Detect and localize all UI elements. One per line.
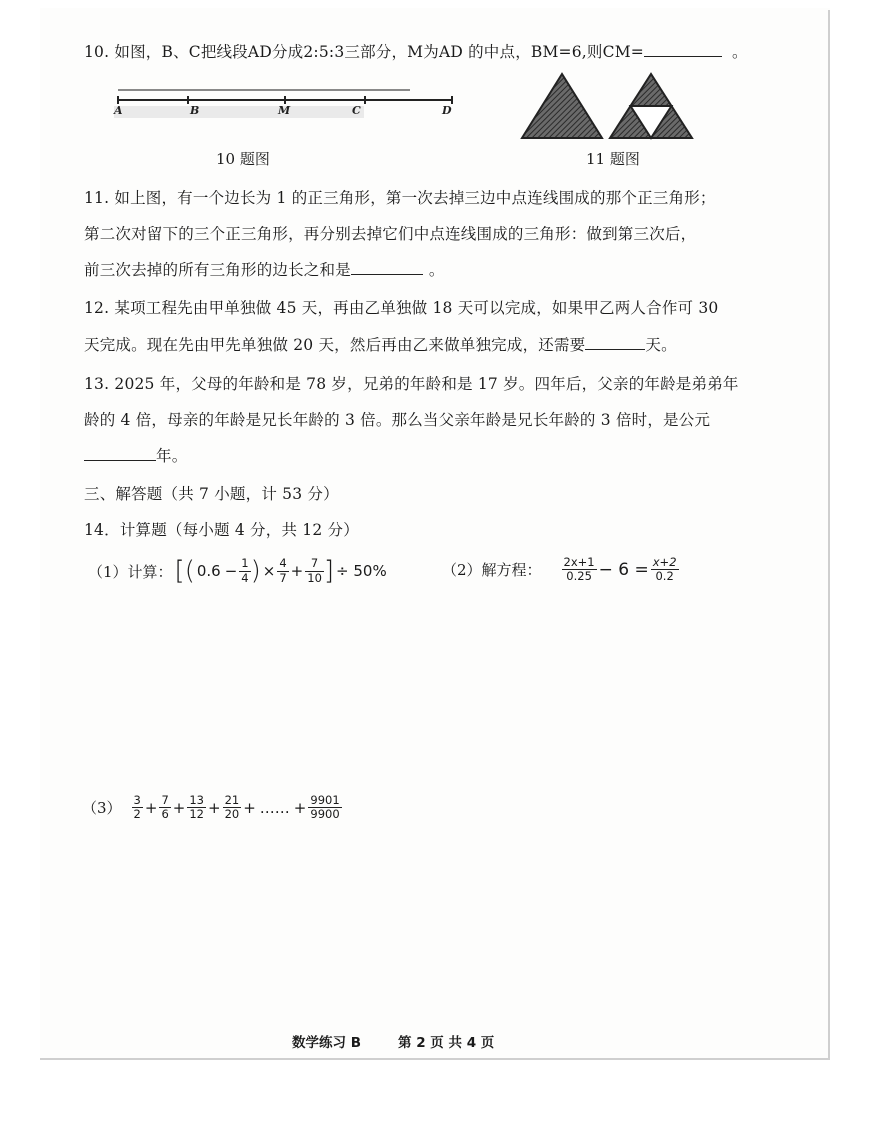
bracket-close: ] — [323, 556, 335, 586]
question-12-line1: 12. 某项工程先由甲单独做 45 天，再由乙单独做 18 天可以完成，如果甲乙两人合作可 30 — [84, 299, 719, 317]
label-c: C — [352, 104, 361, 117]
figure-11-caption: 11 题图 — [586, 150, 640, 168]
question-12-line2 — [84, 333, 677, 355]
section-3-heading: 三、解答题（共 7 小题，计 53 分） — [84, 485, 339, 503]
figure-10-segment — [110, 76, 460, 124]
footer-subject: 数学练习 B — [292, 1035, 361, 1051]
fraction: $\frac{4}{7}$ — [279, 556, 287, 585]
question-13-end: 年。 — [156, 447, 188, 465]
question-10-end: 。 — [731, 43, 748, 61]
question-11-line3 — [84, 258, 445, 280]
question-11-text: 前三次去掉的所有三角形的边长之和是 — [84, 261, 351, 279]
question-12-text: 天完成。现在先由甲先单独做 20 天，然后再由乙来做单独完成，还需要 — [84, 336, 586, 354]
plus-sign: + — [144, 798, 158, 817]
label-b: B — [190, 104, 200, 117]
label-m: M — [278, 104, 291, 117]
question-13-line1: 13. 2025 年，父母的年龄和是 78 岁，兄弟的年龄和是 17 岁。四年后，父亲的年龄是弟弟年 — [84, 375, 739, 393]
plus-sign: + — [293, 798, 307, 817]
problem-14-2 — [440, 556, 679, 583]
problem-14-3-label: （3） — [82, 799, 122, 818]
times-sign: × — [262, 562, 276, 580]
fraction: $\frac{7}{6}$ — [161, 793, 169, 822]
problem-14-1-label: （1）计算： — [88, 562, 173, 581]
question-11-line2: 第二次对留下的三个正三角形，再分别去掉它们中点连线围成的三角形：做到第三次后， — [84, 225, 697, 243]
page-edge — [828, 10, 830, 1060]
question-11-end: 。 — [428, 261, 445, 279]
question-13-line2: 龄的 4 倍，母亲的年龄是兄长年龄的 3 倍。那么当父亲年龄是兄长年龄的 3 倍时，是公元 — [84, 411, 711, 429]
fraction: $\frac{21}{20}$ — [224, 793, 240, 822]
fraction: $\frac{1}{4}$ — [241, 556, 249, 585]
question-12-end: 天。 — [645, 336, 677, 354]
question-10 — [84, 40, 748, 62]
equation-middle: − 6 = — [598, 559, 649, 580]
page-edge — [40, 1058, 830, 1060]
label-a: A — [114, 104, 123, 117]
fraction: $\frac{7}{10}$ — [307, 556, 322, 585]
paren-close: ) — [250, 556, 261, 586]
fraction: $\frac{2x+1}{0.25}$ — [563, 555, 595, 584]
fraction: $\frac{x+2}{0.2}$ — [652, 555, 677, 584]
answer-blank[interactable] — [84, 446, 156, 461]
label-d: D — [442, 104, 452, 117]
figure-10-caption: 10 题图 — [216, 150, 270, 168]
ellipsis: …… — [259, 798, 290, 817]
answer-blank[interactable] — [585, 335, 645, 350]
figure-11-triangles — [518, 72, 698, 142]
decimal-value: 0.6 — [196, 562, 221, 580]
problem-14-2-label: （2）解方程： — [442, 561, 542, 580]
answer-blank[interactable] — [644, 42, 722, 57]
fraction: $\frac{3}{2}$ — [133, 793, 141, 822]
fraction: $\frac{9901}{9900}$ — [310, 793, 340, 822]
answer-blank[interactable] — [351, 260, 423, 275]
question-10-text: 10. 如图，B、C把线段AD分成2:5:3三部分，M为AD 的中点，BM=6,则CM= — [84, 43, 644, 61]
minus-sign: − — [224, 562, 238, 580]
plus-sign: + — [172, 798, 186, 817]
question-14-title: 14．计算题（每小题 4 分，共 12 分） — [84, 521, 359, 539]
plus-sign: + — [290, 562, 304, 580]
question-11-line1: 11. 如上图，有一个边长为 1 的正三角形，第一次去掉三边中点连线围成的那个正三角形； — [84, 189, 716, 207]
fraction: $\frac{13}{12}$ — [189, 793, 204, 822]
bracket-open: [( — [174, 556, 195, 586]
problem-14-1 — [86, 556, 389, 586]
plus-sign: + — [243, 798, 256, 817]
footer-page-number: 第 2 页 共 4 页 — [398, 1035, 495, 1051]
question-13-line3 — [84, 444, 187, 466]
plus-sign: + — [208, 798, 221, 817]
problem-14-3 — [80, 794, 342, 821]
divide-percent: ÷ 50% — [336, 562, 387, 580]
